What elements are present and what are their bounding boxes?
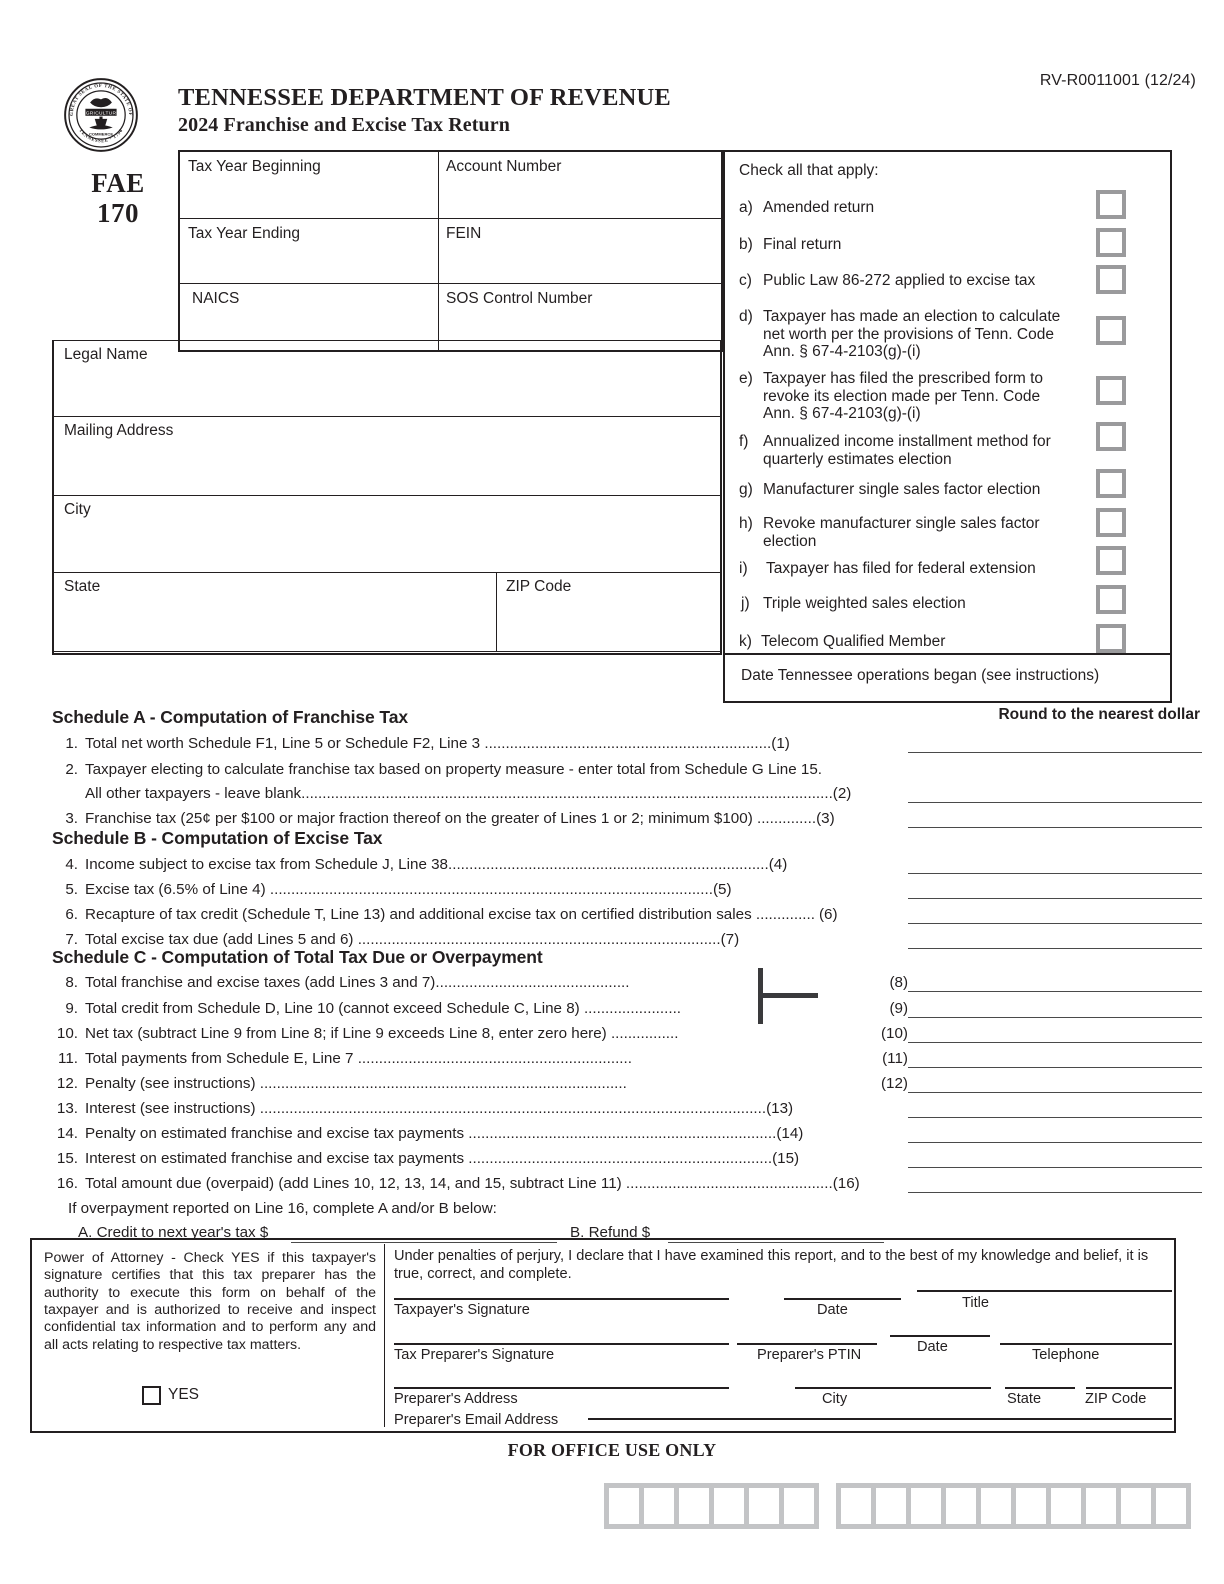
date1-label: Date	[817, 1302, 848, 1318]
check-item-g-label: Manufacturer single sales factor election	[763, 481, 1041, 498]
poa-signature-box	[30, 1238, 1176, 1433]
office-use-box-g2-6[interactable]	[1016, 1488, 1046, 1524]
telephone-label: Telephone	[1032, 1347, 1100, 1363]
svg-text:AGRICULTURE: AGRICULTURE	[82, 111, 120, 117]
svg-text:COMMERCE: COMMERCE	[88, 131, 114, 137]
line-2b-ref: (2)	[832, 785, 852, 802]
line-12	[52, 1075, 627, 1092]
check-item-e-label: Taxpayer has filed the prescribed form to revoke its election made per Tenn. Code Ann. § 67-4-2103(g)-(i)	[763, 370, 1043, 422]
idgrid-divider	[438, 152, 439, 350]
office-use-box-g2-2[interactable]	[876, 1488, 906, 1524]
credit-next-year-label: A. Credit to next year's tax $	[78, 1224, 269, 1241]
checkbox-c[interactable]	[1096, 265, 1126, 294]
checkbox-j[interactable]	[1096, 585, 1126, 614]
state-zip-row[interactable]	[54, 573, 720, 652]
line-13-text: Interest (see instructions)	[85, 1100, 256, 1117]
office-use-box-g2-3[interactable]	[911, 1488, 941, 1524]
line-10	[52, 1025, 678, 1042]
line-7-ref: (7)	[720, 931, 740, 948]
preparer-address-line[interactable]	[394, 1387, 729, 1389]
line-16-number: 16.	[56, 1175, 78, 1192]
check-item-k-label: Telecom Qualified Member	[761, 633, 946, 650]
check-item-h-label: Revoke manufacturer single sales factor election	[763, 515, 1040, 550]
check-item-h-mark: h)	[739, 515, 753, 532]
line-9-text: Total credit from Schedule D, Line 10 (cannot exceed Schedule C, Line 8)	[85, 1000, 580, 1017]
office-use-box-g1-5[interactable]	[749, 1488, 779, 1524]
poa-yes-checkbox[interactable]	[142, 1386, 161, 1405]
check-item-g	[739, 481, 1084, 499]
mailing-address-row[interactable]	[54, 417, 720, 496]
check-item-e	[739, 370, 1064, 423]
line-3-answer-field[interactable]	[908, 827, 1202, 828]
line-5	[52, 881, 732, 898]
line-14-number: 14.	[56, 1125, 78, 1142]
line-13	[52, 1100, 793, 1117]
naics-label: NAICS	[192, 290, 240, 307]
line-8	[52, 974, 629, 991]
round-to-nearest-dollar-note: Round to the nearest dollar	[998, 706, 1200, 723]
check-item-i-mark: i)	[739, 560, 748, 577]
office-use-box-g1-4[interactable]	[714, 1488, 744, 1524]
line-2b	[52, 785, 851, 802]
form-number: RV-R0011001 (12/24)	[1039, 72, 1196, 89]
line-2-number: 2.	[65, 761, 78, 778]
check-item-d-mark: d)	[739, 308, 753, 325]
line-1	[52, 735, 790, 752]
date2-line[interactable]	[890, 1335, 990, 1337]
line-12-text: Penalty (see instructions)	[85, 1075, 256, 1092]
line-12-number: 12.	[56, 1075, 78, 1092]
line-3	[52, 810, 835, 827]
line-2-answer-field[interactable]	[908, 802, 1202, 803]
preparer-state-line[interactable]	[1005, 1387, 1075, 1389]
line-7	[52, 931, 739, 948]
line-16-answer-field[interactable]	[908, 1192, 1202, 1193]
address-block	[52, 340, 722, 655]
svg-text:TENNESSEE · 1796: TENNESSEE · 1796	[77, 128, 125, 145]
check-item-c	[739, 272, 1079, 290]
line-13-number: 13.	[56, 1100, 78, 1117]
grouping-bracket	[758, 968, 818, 1024]
line-11-text: Total payments from Schedule E, Line 7	[85, 1050, 354, 1067]
checkbox-e[interactable]	[1096, 376, 1126, 405]
line-14-text: Penalty on estimated franchise and excise tax payments	[85, 1125, 465, 1142]
line-1-answer-field[interactable]	[908, 752, 1202, 753]
line-5-ref: (5)	[712, 881, 732, 898]
check-item-f-mark: f)	[739, 433, 749, 450]
preparer-signature-line[interactable]	[394, 1343, 729, 1345]
form-subtitle: 2024 Franchise and Excise Tax Return	[178, 114, 510, 136]
city-label: City	[64, 501, 91, 518]
checkbox-h[interactable]	[1096, 508, 1126, 537]
city-row[interactable]	[54, 496, 720, 573]
line-7-text: Total excise tax due (add Lines 5 and 6)	[85, 931, 354, 948]
checkbox-k[interactable]	[1096, 624, 1126, 653]
tax-year-beginning-label: Tax Year Beginning	[188, 158, 321, 175]
checkbox-g[interactable]	[1096, 469, 1126, 498]
form-code	[58, 168, 178, 228]
line-7-number: 7.	[65, 931, 78, 948]
line-6-number: 6.	[65, 906, 78, 923]
line-12-ref: (12)	[880, 1075, 908, 1092]
overpayment-note: If overpayment reported on Line 16, complete A and/or B below:	[68, 1200, 497, 1217]
check-item-b	[739, 236, 1089, 254]
office-use-box-g2-7[interactable]	[1051, 1488, 1081, 1524]
date2-label: Date	[917, 1339, 948, 1355]
office-use-box-g2-9[interactable]	[1121, 1488, 1151, 1524]
check-item-j-mark: j)	[741, 595, 750, 612]
line-4	[52, 856, 787, 873]
line-15	[52, 1150, 799, 1167]
line-10-ref: (10)	[880, 1025, 908, 1042]
line-2b-dots: ..............................................................................................................................	[301, 785, 833, 802]
line-5-text: Excise tax (6.5% of Line 4)	[85, 881, 266, 898]
line-5-number: 5.	[65, 881, 78, 898]
line-9-dots: .......................	[579, 1000, 682, 1017]
idgrid-row-1	[180, 152, 721, 219]
for-office-use-only-title: FOR OFFICE USE ONLY	[507, 1440, 717, 1460]
line-8-text: Total franchise and excise taxes (add Lines 3 and 7)	[85, 974, 436, 991]
line-11	[52, 1050, 632, 1067]
office-use-box-g2-1[interactable]	[841, 1488, 871, 1524]
check-item-b-label: Final return	[763, 236, 842, 253]
line-16-ref: (16)	[832, 1175, 860, 1192]
line-14-dots: .........................................................................	[464, 1125, 777, 1142]
line-9-ref: (9)	[889, 1000, 908, 1017]
line-15-text: Interest on estimated franchise and excise tax payments	[85, 1150, 465, 1167]
check-item-d	[739, 308, 1069, 361]
preparer-email-line[interactable]	[588, 1418, 1172, 1420]
check-item-k-mark: k)	[739, 633, 752, 650]
line-3-dots: ..............	[752, 810, 817, 827]
preparer-signature-label: Tax Preparer's Signature	[394, 1347, 555, 1363]
line-15-number: 15.	[56, 1150, 78, 1167]
checkbox-b[interactable]	[1096, 228, 1126, 257]
idgrid-row-2	[180, 219, 721, 284]
svg-text:GREAT SEAL OF THE STATE OF: GREAT SEAL OF THE STATE OF	[69, 83, 133, 117]
preparer-email-label: Preparer's Email Address	[394, 1412, 559, 1428]
taxpayer-signature-label: Taxpayer's Signature	[394, 1302, 530, 1318]
check-item-a-mark: a)	[739, 199, 753, 216]
date-operations-began-row[interactable]	[723, 655, 1172, 703]
schedule-a-heading: Schedule A - Computation of Franchise Tax	[52, 707, 408, 727]
line-15-dots: ........................................................................	[464, 1150, 773, 1167]
check-item-h	[739, 515, 1069, 550]
line-10-text: Net tax (subtract Line 9 from Line 8; if Line 9 exceeds Line 8, enter zero here)	[85, 1025, 607, 1042]
title-line[interactable]	[917, 1290, 1172, 1292]
preparer-city-label: City	[822, 1391, 848, 1407]
zip-code-label: ZIP Code	[506, 578, 572, 595]
legal-name-label: Legal Name	[64, 346, 148, 363]
line-8-dots: ..............................................	[435, 974, 630, 991]
line-8-number: 8.	[65, 974, 78, 991]
line-14	[52, 1125, 803, 1142]
line-3-ref: (3)	[816, 810, 835, 827]
line-1-text: Total net worth Schedule F1, Line 5 or Schedule F2, Line 3	[85, 735, 481, 752]
line-3-text: Franchise tax (25¢ per $100 or major fraction thereof on the greater of Lines 1 or 2; minimum $100)	[85, 810, 753, 827]
line-16-dots: .................................................	[621, 1175, 833, 1192]
legal-name-row[interactable]	[54, 341, 720, 417]
line-8-ref: (8)	[889, 974, 908, 991]
fein-label: FEIN	[446, 225, 482, 242]
check-item-a	[739, 199, 1089, 217]
line-11-dots: .................................................................	[353, 1050, 632, 1067]
check-all-title: Check all that apply:	[739, 162, 879, 179]
line-15-ref: (15)	[772, 1150, 800, 1167]
line-9-number: 9.	[65, 1000, 78, 1017]
check-item-c-mark: c)	[739, 272, 752, 289]
office-use-box-g1-2[interactable]	[644, 1488, 674, 1524]
line-13-answer-field[interactable]	[908, 1117, 1202, 1118]
department-title: TENNESSEE DEPARTMENT OF REVENUE	[178, 84, 671, 111]
line-4-dots: ............................................................................	[448, 856, 769, 873]
line-14-ref: (14)	[776, 1125, 804, 1142]
line-16	[52, 1175, 860, 1192]
line-1-ref: (1)	[771, 735, 790, 752]
check-item-k	[739, 633, 1089, 651]
schedule-b-heading: Schedule B - Computation of Excise Tax	[52, 828, 383, 848]
check-item-i	[739, 560, 1084, 578]
office-use-box-g1-6[interactable]	[784, 1488, 814, 1524]
office-use-box-g1-3[interactable]	[679, 1488, 709, 1524]
line-4-answer-field[interactable]	[908, 873, 1202, 874]
line-11-answer-field[interactable]	[908, 1067, 1202, 1068]
line-1-number: 1.	[65, 735, 78, 752]
identification-grid	[178, 150, 723, 352]
line-8-answer-field[interactable]	[908, 991, 1202, 992]
account-number-label: Account Number	[446, 158, 562, 175]
line-11-number: 11.	[58, 1050, 78, 1067]
line-10-number: 10.	[56, 1025, 78, 1042]
checkbox-d[interactable]	[1096, 316, 1126, 345]
preparer-zip-label: ZIP Code	[1085, 1391, 1147, 1407]
office-use-box-g2-8[interactable]	[1086, 1488, 1116, 1524]
date1-line[interactable]	[784, 1298, 901, 1300]
line-5-dots: .........................................................................................................	[265, 881, 713, 898]
office-use-box-group-2[interactable]	[836, 1483, 1191, 1529]
office-use-box-g1-1[interactable]	[609, 1488, 639, 1524]
checkbox-a[interactable]	[1096, 190, 1126, 219]
check-item-g-mark: g)	[739, 481, 753, 498]
mailing-address-label: Mailing Address	[64, 422, 174, 439]
line-13-ref: (13)	[766, 1100, 794, 1117]
tax-year-ending-label: Tax Year Ending	[188, 225, 301, 242]
state-zip-divider	[496, 573, 497, 652]
check-item-d-label: Taxpayer has made an election to calculate net worth per the provisions of Tenn. Code Ann. § 67-4-2103(g)-(i)	[763, 308, 1061, 360]
line-6-ref: (6)	[818, 906, 838, 923]
line-5-answer-field[interactable]	[908, 898, 1202, 899]
line-7-dots: ......................................................................................	[353, 931, 721, 948]
refund-label: B. Refund $	[570, 1224, 651, 1241]
line-6-text: Recapture of tax credit (Schedule T, Line 13) and additional excise tax on certified distribution sales	[85, 906, 752, 923]
check-item-j-label: Triple weighted sales election	[763, 595, 966, 612]
line-2-text: Taxpayer electing to calculate franchise tax based on property measure - enter total from Schedule G Line 15.	[85, 761, 823, 778]
line-7-answer-field[interactable]	[908, 948, 1202, 949]
office-use-box-g2-10[interactable]	[1156, 1488, 1186, 1524]
line-6-answer-field[interactable]	[908, 923, 1202, 924]
line-15-answer-field[interactable]	[908, 1167, 1202, 1168]
line-12-dots: .......................................................................................	[255, 1075, 627, 1092]
line-3-number: 3.	[65, 810, 78, 827]
preparer-state-label: State	[1007, 1391, 1042, 1407]
preparer-ptin-label: Preparer's PTIN	[757, 1347, 862, 1363]
poa-signature-divider	[384, 1244, 385, 1427]
check-item-e-mark: e)	[739, 370, 753, 387]
line-2b-text: All other taxpayers - leave blank	[85, 785, 302, 802]
line-14-answer-field[interactable]	[908, 1142, 1202, 1143]
line-6	[52, 906, 838, 923]
line-2	[52, 761, 822, 778]
title-label: Title	[962, 1295, 990, 1311]
form-code-line1: FAE	[91, 168, 145, 198]
line-1-dots: ....................................................................	[480, 735, 772, 752]
office-use-box-g2-5[interactable]	[981, 1488, 1011, 1524]
line-4-number: 4.	[65, 856, 78, 873]
check-item-i-label: Taxpayer has filed for federal extension	[766, 560, 1036, 577]
check-item-a-label: Amended return	[763, 199, 875, 216]
taxpayer-signature-line[interactable]	[394, 1298, 729, 1300]
line-9-answer-field[interactable]	[908, 1017, 1202, 1018]
check-item-f-label: Annualized income installment method for quarterly estimates election	[763, 433, 1051, 468]
poa-yes-label: YES	[168, 1386, 200, 1403]
line-10-dots: ................	[606, 1025, 679, 1042]
poa-text: Power of Attorney - Check YES if this taxpayer's signature certifies that this tax preparer has the authority to execute this form on behalf of the taxpayer and is authorized to receive and inspect confidential tax information and to perform any and all acts relating to respective tax matters.	[44, 1250, 376, 1353]
line-9	[52, 1000, 681, 1017]
line-12-answer-field[interactable]	[908, 1092, 1202, 1093]
checkbox-i[interactable]	[1096, 546, 1126, 575]
line-4-ref: (4)	[768, 856, 788, 873]
schedule-c-heading: Schedule C - Computation of Total Tax Due or Overpayment	[52, 947, 543, 967]
check-item-b-mark: b)	[739, 236, 753, 253]
checkbox-f[interactable]	[1096, 422, 1126, 451]
form-code-line2: 170	[97, 198, 139, 229]
line-11-ref: (11)	[882, 1050, 908, 1067]
line-4-text: Income subject to excise tax from Schedule J, Line 38	[85, 856, 449, 873]
office-use-box-group-1[interactable]	[604, 1483, 819, 1529]
preparer-zip-line[interactable]	[1086, 1387, 1172, 1389]
check-item-j	[739, 595, 1089, 613]
check-item-c-label: Public Law 86-272 applied to excise tax	[763, 272, 1036, 289]
line-10-answer-field[interactable]	[908, 1042, 1202, 1043]
office-use-box-g2-4[interactable]	[946, 1488, 976, 1524]
line-13-dots: ........................................................................................................................	[255, 1100, 767, 1117]
state-label: State	[64, 578, 101, 595]
perjury-statement: Under penalties of perjury, I declare that I have examined this report, and to the best of my knowledge and belief, it is true, correct, and complete.	[394, 1248, 1149, 1282]
state-seal-icon	[62, 76, 140, 154]
preparer-city-line[interactable]	[795, 1387, 991, 1389]
line-6-dots: ..............	[751, 906, 815, 923]
preparer-ptin-line[interactable]	[737, 1343, 877, 1345]
preparer-address-label: Preparer's Address	[394, 1391, 518, 1407]
sos-control-number-label: SOS Control Number	[446, 290, 593, 307]
telephone-line[interactable]	[1000, 1343, 1172, 1345]
line-16-text: Total amount due (overpaid) (add Lines 10, 12, 13, 14, and 15, subtract Line 11)	[85, 1175, 622, 1192]
date-operations-began-label: Date Tennessee operations began (see instructions)	[741, 667, 1100, 684]
check-item-f	[739, 433, 1069, 468]
